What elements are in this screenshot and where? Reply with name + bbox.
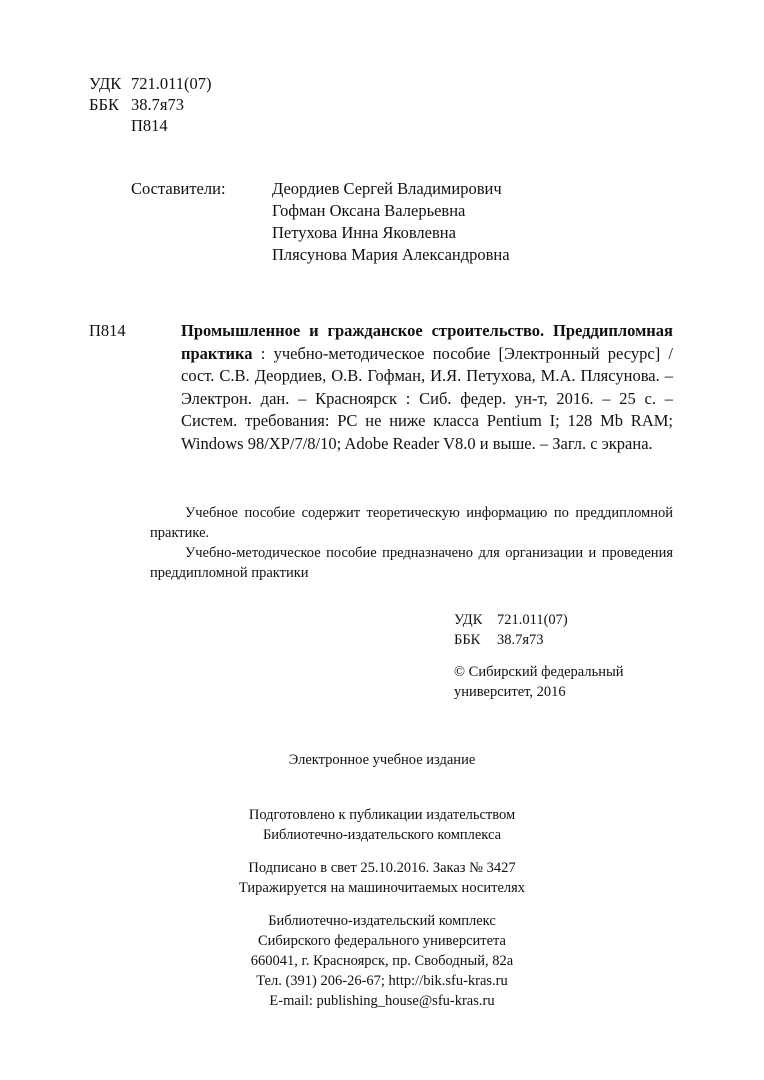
edition-type-block	[0, 750, 764, 770]
udk-value: 721.011(07)	[131, 74, 212, 93]
printing-line: Тиражируется на машиночитаемых носителях	[238, 880, 526, 896]
classification-bottom	[454, 610, 568, 650]
edition-type: Электронное учебное издание	[288, 752, 476, 768]
compilers-names	[272, 178, 510, 266]
compiler-name: Деордиев Сергей Владимирович	[272, 179, 502, 198]
copyright-line: университет, 2016	[454, 684, 566, 700]
publisher-line: Библиотечно-издательский комплекс	[268, 913, 496, 929]
annotation-paragraph: Учебно-методическое пособие предназначено для организации и проведения преддипломной практики	[150, 545, 673, 581]
copyright	[454, 662, 623, 702]
printing-block	[0, 858, 764, 898]
bib-record-description	[181, 320, 673, 456]
printing-line: Подписано в свет 25.10.2016. Заказ № 3427	[248, 860, 516, 876]
compiler-name: Гофман Оксана Валерьевна	[272, 201, 466, 220]
udk-value: 721.011(07)	[497, 612, 568, 628]
bbk-label: ББК	[454, 632, 481, 648]
prepared-line: Библиотечно-издательского комплекса	[262, 827, 502, 843]
bbk-label: ББК	[89, 95, 119, 114]
bbk-value: 38.7я73	[497, 632, 544, 648]
annotation	[150, 503, 673, 583]
copyright-line: © Сибирский федеральный	[454, 664, 624, 680]
classification-top	[89, 73, 212, 136]
prepared-block	[0, 805, 764, 845]
compiler-name: Плясунова Мария Александровна	[272, 245, 510, 264]
compilers-label: Составители:	[131, 179, 226, 198]
annotation-paragraph: Учебное пособие содержит теоретическую информацию по преддипломной практике.	[150, 505, 673, 541]
prepared-line: Подготовлено к публикации издательством	[248, 807, 516, 823]
bib-record-title: Промышленное и гражданское строительство. Преддипломная практика	[181, 321, 673, 363]
publisher-line: Тел. (391) 206-26-67; http://bik.sfu-kras.ru	[256, 973, 508, 989]
udk-label: УДК	[89, 74, 122, 93]
bbk-value: 38.7я73	[131, 95, 184, 114]
udk-label: УДК	[454, 612, 483, 628]
bib-record-details: : учебно-методическое пособие [Электронный ресурс] / сост. С.В. Деордиев, О.В. Гофман, И.Я. Петухова, М.А. Плясунова. – Электрон. дан. – Красноярск : Сиб. федер. ун-т, 2016. – 25 с. – Систем. требования: PC не ниже класса Pentium I; 128 Mb RAM; Windows 98/XP/7/8/10; Adobe Reader V8.0 и выше. – Загл. с экрана.	[181, 343, 673, 453]
publisher-block	[0, 911, 764, 1011]
bib-record-code: П814	[89, 321, 126, 340]
publisher-line: E-mail: publishing_house@sfu-kras.ru	[269, 993, 495, 1009]
publisher-line: Сибирского федерального университета	[258, 933, 506, 949]
compiler-name: Петухова Инна Яковлевна	[272, 223, 456, 242]
publisher-line: 660041, г. Красноярск, пр. Свободный, 82а	[250, 953, 514, 969]
author-mark: П814	[131, 116, 168, 135]
